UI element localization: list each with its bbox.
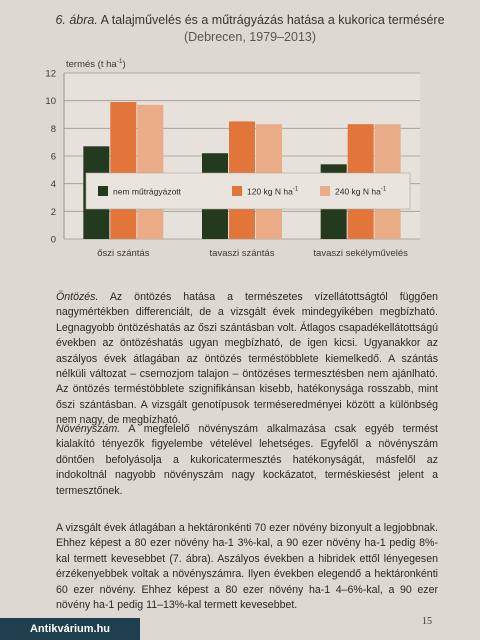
figure-title-text: A talajművelés és a műtrágyázás hatása a kukorica termésére [100, 13, 445, 27]
y-tick-label: 8 [50, 123, 56, 135]
figure-title [40, 12, 460, 46]
paragraph-irrigation [56, 290, 438, 429]
paragraph-body: A megfelelő növényszám alkalmazása csak egyéb termést kialakító tényezők figyelembe vételével lehetséges. Egyfelől a növényszám döntően befolyásolja a kukoricatermesztés hatékonyságát, másfelől az indokoltnál nagyobb növényszám nagy kockázatot, terméskiesést jelent a termesztőnek. [56, 423, 438, 497]
paragraph-lead: Növényszám. [56, 423, 121, 435]
x-category-label: őszi szántás [97, 248, 150, 259]
legend-swatch [232, 186, 242, 196]
y-tick-label: 2 [50, 206, 56, 218]
y-tick-label: 4 [50, 179, 56, 191]
x-category-label: tavaszi szántás [209, 248, 275, 259]
bar-chart [0, 55, 480, 280]
bar [137, 105, 163, 239]
legend-label: nem műtrágyázott [113, 186, 182, 197]
bar [110, 102, 136, 239]
x-category-label: tavaszi sekélyművelés [313, 248, 408, 259]
paragraph-lead: Öntözés. [56, 291, 99, 303]
y-axis-label: termés (t $ha^{-1}$) [66, 58, 126, 70]
paragraph-density-results [56, 521, 438, 613]
figure-number: 6. ábra. [55, 13, 98, 27]
legend-swatch [320, 186, 330, 196]
figure-subtitle: (Debrecen, 1979–2013) [183, 30, 317, 44]
paragraph-body: A vizsgált évek átlagában a hektáronkénti 70 ezer növény bizonyult a legjobbnak. Ehhez képest a 80 ezer növény ha-1 3%-kal, a 90 ezer növény ha-1 pedig 8%-kal termett kevesebbet (7. ábra). Aszályos években a hibridek ettől lényegesen érzékenyebbek voltak a növényszámra. Ilyen években elegendő a hektáronkénti 60 ezer növény. Ehhez képest a 80 ezer növény ha-1 4–6%-kal, a 90 ezer növény ha-1 pedig 11–13%-kal termett kevesebbet. [56, 522, 438, 612]
paragraph-plant-density [56, 422, 438, 499]
y-tick-label: 10 [45, 96, 56, 108]
legend-label: 120 kg N $ha^{-1}$ [247, 186, 299, 197]
paragraph-body: Az öntözés hatása a természetes vízellátottságtól függően nagymértékben differenciált, de a vizsgált évek mindegyikében megbízható. Legnagyobb öntözéshatás az őszi szántásban volt. Átlagos csapadékellátottságú években az öntözéshatás ugyan megbízható, de igen kicsi. Ugyanakkor az aszályos évek átlagában az öntözés terméstöbblete kiemelkedő. A szántás nélküli változat – csernozjom talajon – öntözéses termesztésben nem ajánlható. Az öntözés terméstöbblete szignifikánsan kisebb, hatékonysága rosszabb, mint őszi szántásban. A vizsgált genotípusok terméseredményei között a különbség nem nagy, de megbízható. [56, 291, 438, 427]
legend-label: 240 kg N $ha^{-1}$ [335, 186, 387, 197]
y-tick-label: 6 [50, 151, 56, 163]
legend-swatch [98, 186, 108, 196]
y-tick-label: 12 [45, 68, 56, 80]
y-tick-label: 0 [50, 234, 56, 246]
page-number: 15 [422, 616, 432, 627]
watermark: Antikvárium.hu [0, 618, 140, 640]
